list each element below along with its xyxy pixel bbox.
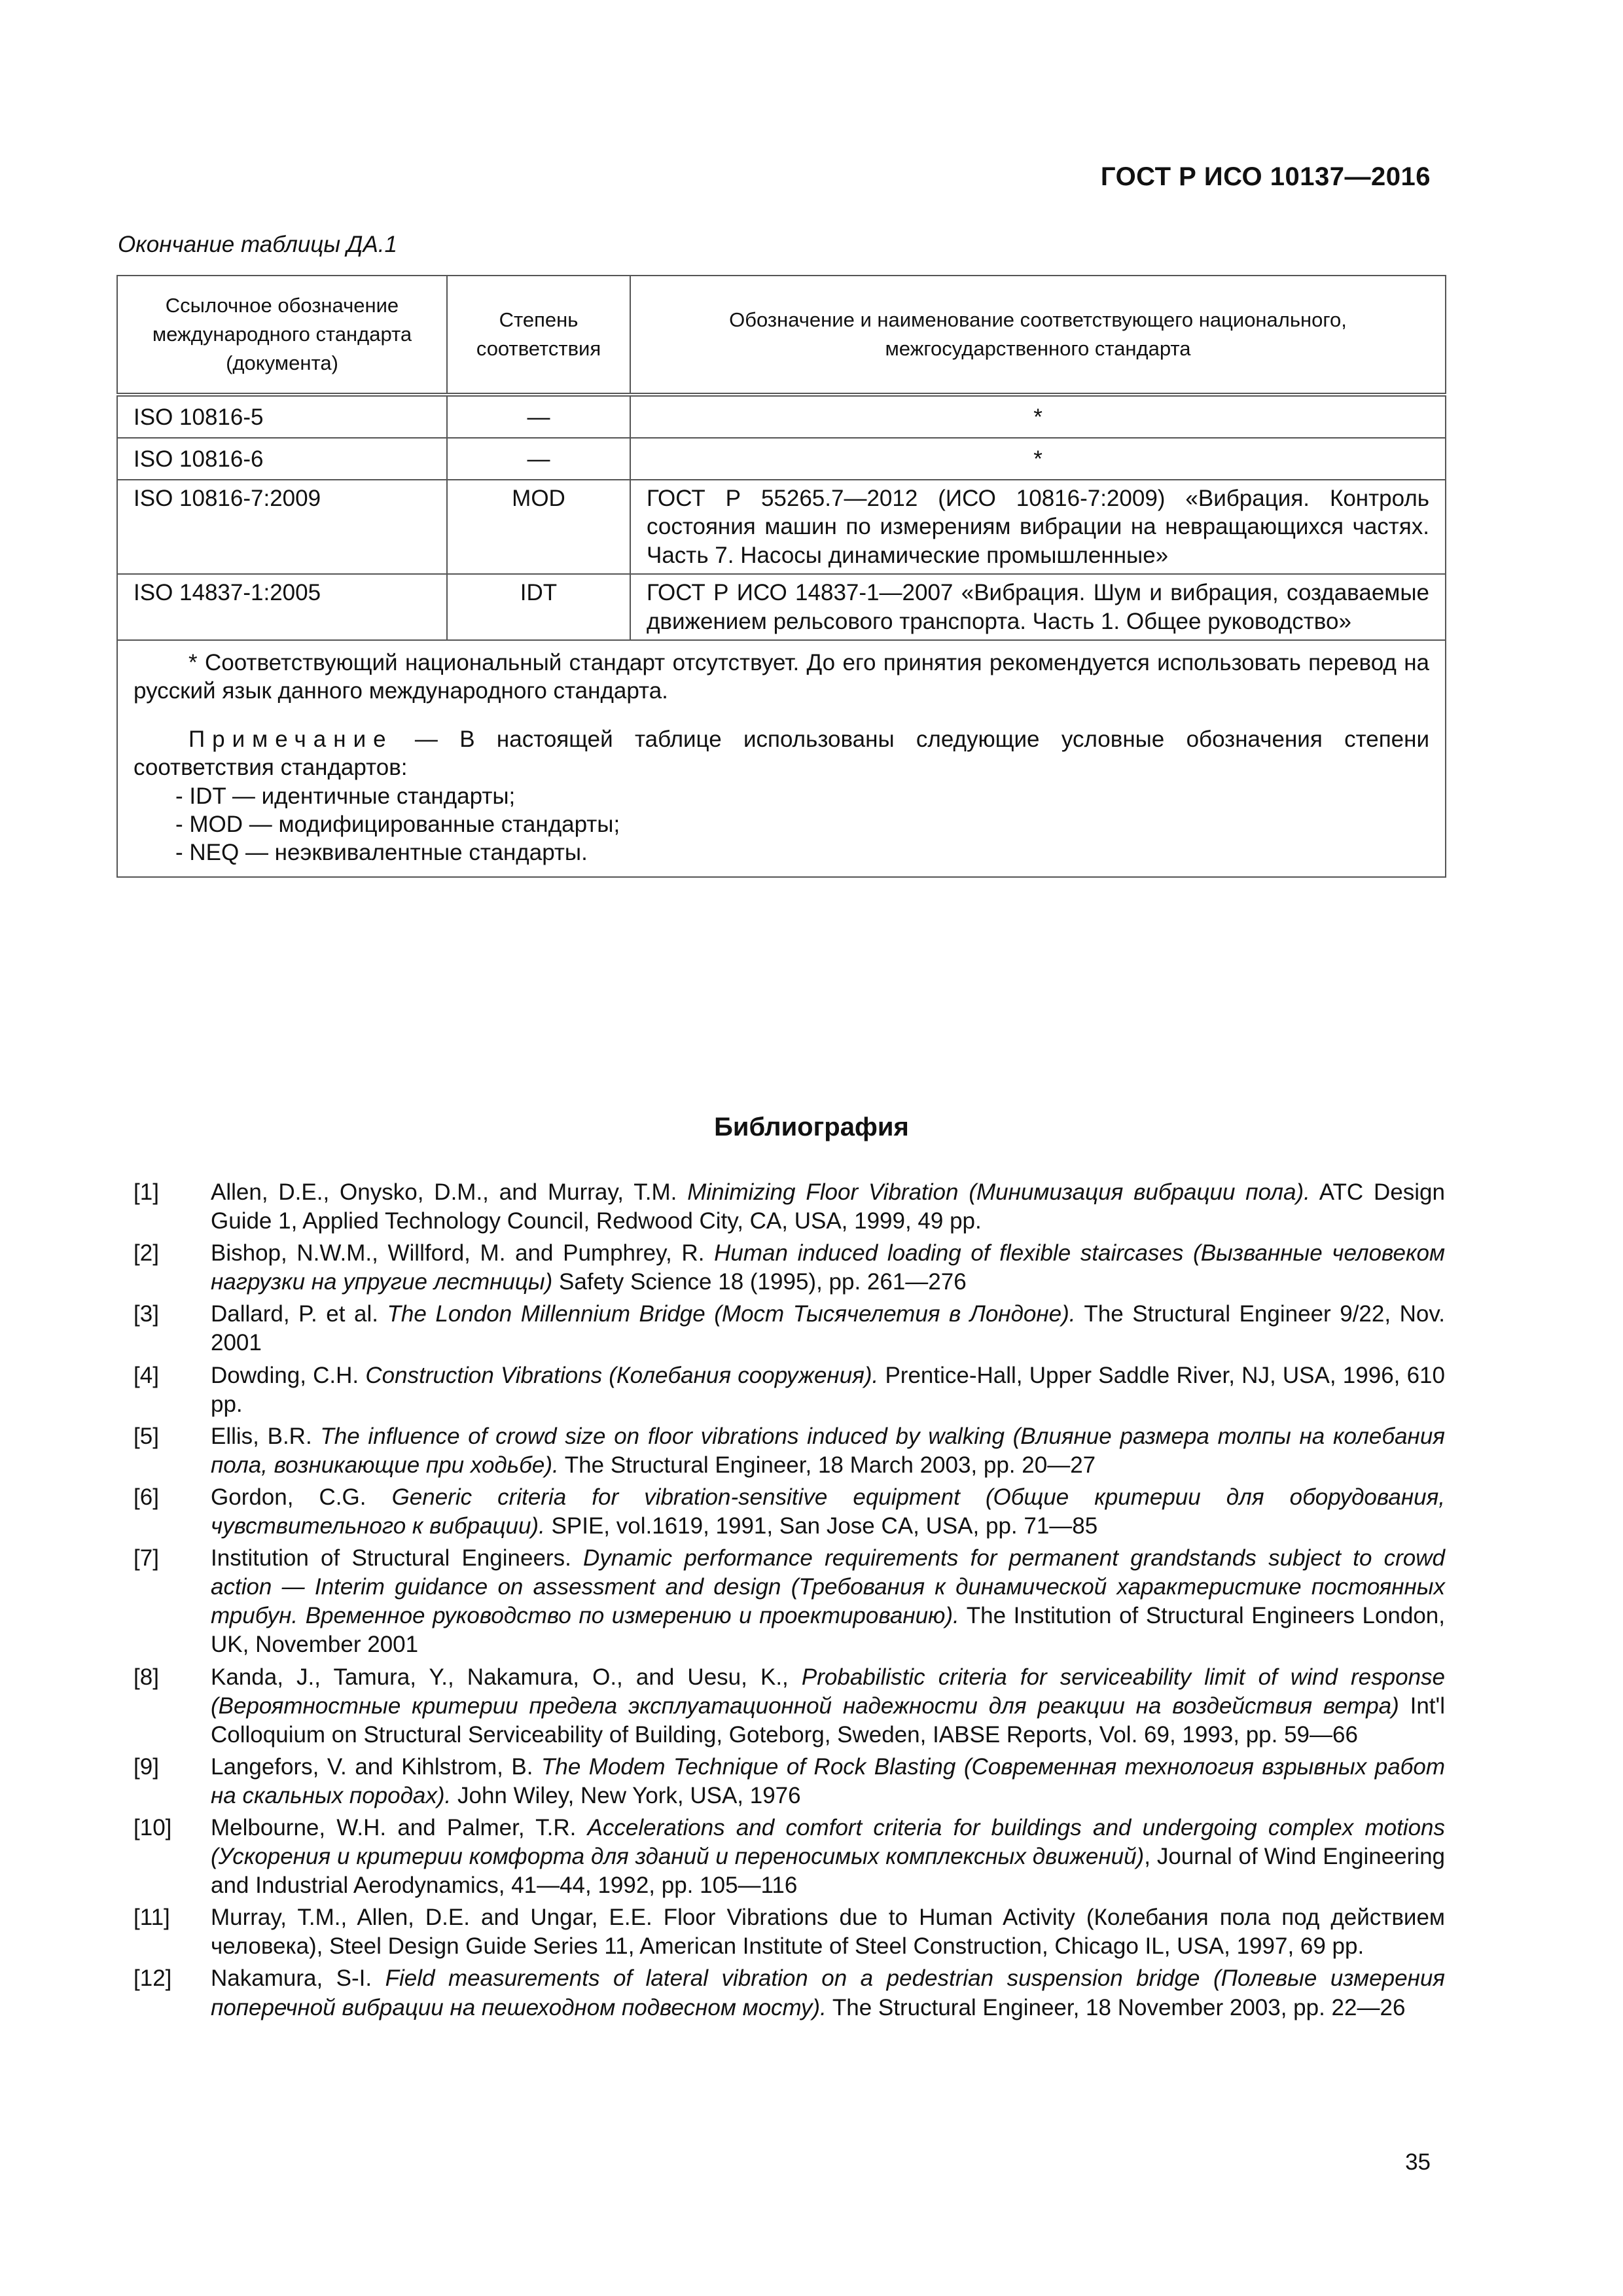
bib-authors: Nakamura, S-I. [211, 1965, 385, 1992]
row-national: * [630, 438, 1446, 480]
bib-title: Probabilistic criteria for serviceability limit of wind response (Вероятностные критерии предела эксплуатационной надежности для реакции на воздействия ветра) [211, 1664, 1445, 1719]
bibliography-item [116, 1422, 1445, 1480]
bib-source: Int'l Colloquium on Structural Serviceability of Building, Goteborg, Sweden, IABSE Reports, Vol. 69, 1993, pp. 59—66 [211, 1693, 1445, 1748]
bibliography-text [211, 1422, 1445, 1480]
bib-source: The Structural Engineer, 18 March 2003, pp. 20—27 [558, 1452, 1096, 1478]
bibliography-number: [11] [134, 1905, 170, 1931]
note-text: — В настоящей таблице использованы следующие условные обозначения степени соответствия стандартов: [134, 726, 1429, 781]
bibliography-number: [7] [134, 1545, 159, 1571]
row-reference: ISO 14837-1:2005 [117, 574, 447, 640]
bibliography-number: [1] [134, 1179, 159, 1205]
table-row [117, 438, 1446, 480]
table-row [117, 574, 1446, 640]
bib-authors: Dallard, P. et al. [211, 1301, 387, 1327]
bibliography-item [116, 1903, 1445, 1961]
table-notes [117, 640, 1446, 877]
row-national: * [630, 395, 1446, 438]
bibliography-text [211, 1483, 1445, 1541]
bib-title: Dynamic performance requirements for permanent grandstands subject to crowd action — Interim guidance on assessment and design (Требования к динамической характеристике постоянных трибун. Временное руководство по измерению и проектированию). [211, 1545, 1445, 1629]
bib-authors: Melbourne, W.H. and Palmer, T.R. [211, 1814, 588, 1840]
note-item: - IDT — идентичные стандарты; [175, 783, 516, 809]
bib-source: ATC Design Guide 1, Applied Technology Council, Redwood City, CA, USA, 1999, 49 pp. [211, 1179, 1445, 1234]
bibliography-text [211, 1544, 1445, 1659]
bibliography-item [116, 1544, 1445, 1659]
bibliography-item [116, 1361, 1445, 1419]
bib-authors: Allen, D.E., Onysko, D.M., and Murray, T.M. [211, 1179, 688, 1205]
row-degree: — [447, 395, 630, 438]
bib-title: Human induced loading of flexible staircases (Вызванные человеком нагрузки на упругие лестницы) [211, 1240, 1445, 1295]
note-label: Примечание [188, 726, 393, 752]
bib-source: Prentice-Hall, Upper Saddle River, NJ, USA, 1996, 610 pp. [211, 1362, 1445, 1417]
bib-authors: Gordon, C.G. [211, 1484, 392, 1510]
bibliography-item [116, 1483, 1445, 1541]
table-footnote: * Соответствующий национальный стандарт отсутствует. До его принятия рекомендуется использовать перевод на русский язык данного международного стандарта. [134, 649, 1429, 704]
bib-title: The Modem Technique of Rock Blasting (Современная технология взрывных работ на скальных породах). [211, 1753, 1445, 1808]
bibliography-title: Библиография [714, 1113, 909, 1141]
note-item: - MOD — модифицированные стандарты; [175, 811, 620, 837]
bibliography-number: [3] [134, 1301, 159, 1327]
bibliography-text [211, 1903, 1445, 1961]
row-reference: ISO 10816-5 [117, 395, 447, 438]
bib-authors: Ellis, B.R. [211, 1423, 321, 1449]
page-number: 35 [1405, 2149, 1431, 2175]
table-row [117, 480, 1446, 574]
table-note [134, 725, 1429, 782]
bibliography-text [211, 1814, 1445, 1900]
bibliography-item [116, 1300, 1445, 1357]
bibliography-item [116, 1178, 1445, 1236]
bibliography-text [211, 1753, 1445, 1810]
row-degree: — [447, 438, 630, 480]
bibliography-item [116, 1753, 1445, 1810]
bibliography-list [116, 1178, 1445, 2026]
bib-source: SPIE, vol.1619, 1991, San Jose CA, USA, pp. 71—85 [544, 1513, 1098, 1539]
bib-source: The Structural Engineer 9/22, Nov. 2001 [211, 1301, 1446, 1356]
header-national: Обозначение и наименование соответствующего национального, межгосударственного стандарта [630, 276, 1446, 395]
row-degree: IDT [447, 574, 630, 640]
bib-source: , Journal of Wind Engineering and Industrial Aerodynamics, 41—44, 1992, pp. 105—116 [211, 1844, 1446, 1899]
bib-title: Minimizing Floor Vibration (Минимизация вибрации пола). [687, 1179, 1310, 1205]
bibliography-text [211, 1663, 1445, 1749]
bib-authors: Langefors, V. and Kihlstrom, B. [211, 1753, 541, 1780]
bibliography-text [211, 1178, 1445, 1236]
row-national: ГОСТ Р ИСО 14837-1—2007 «Вибрация. Шум и вибрация, создаваемые движением рельсового транспорта. Часть 1. Общее руководство» [630, 574, 1446, 640]
bibliography-item [116, 1814, 1445, 1900]
bib-title: The influence of crowd size on floor vibrations induced by walking (Влияние размера толпы на колебания пола, возникающие при ходьбе). [211, 1423, 1445, 1478]
bibliography-number: [5] [134, 1423, 159, 1449]
reference-table [116, 275, 1446, 878]
bib-title: Field measurements of lateral vibration on a pedestrian suspension bridge (Полевые измерения поперечной вибрации на пешеходном подвесном мосту). [211, 1965, 1445, 2020]
row-reference: ISO 10816-7:2009 [117, 480, 447, 574]
bib-authors: Bishop, N.W.M., Willford, M. and Pumphrey, R. [211, 1240, 715, 1266]
table-notes-row [117, 640, 1446, 877]
bibliography-number: [2] [134, 1240, 159, 1266]
note-item: - NEQ — неэквивалентные стандарты. [175, 840, 588, 866]
row-national: ГОСТ Р 55265.7—2012 (ИСО 10816-7:2009) «Вибрация. Контроль состояния машин по измерениям вибрации на невращающихся частях. Часть 7. Насосы динамические промышленные» [630, 480, 1446, 574]
table-row [117, 395, 1446, 438]
standard-header: ГОСТ Р ИСО 10137—2016 [1100, 162, 1431, 191]
bibliography-text [211, 1964, 1445, 2022]
bibliography-number: [12] [134, 1965, 172, 1992]
bib-authors: Kanda, J., Tamura, Y., Nakamura, O., and Uesu, K., [211, 1664, 802, 1690]
bibliography-number: [6] [134, 1484, 159, 1510]
bibliography-text [211, 1239, 1445, 1297]
row-degree: MOD [447, 480, 630, 574]
bibliography-text [211, 1300, 1445, 1357]
bib-source: Safety Science 18 (1995), pp. 261—276 [552, 1269, 967, 1295]
bib-title: Generic criteria for vibration-sensitive equipment (Общие критерии для оборудования, чувствительного к вибрации). [211, 1484, 1445, 1539]
bib-authors: Institution of Structural Engineers. [211, 1545, 584, 1571]
bib-source: The Institution of Structural Engineers London, UK, November 2001 [211, 1603, 1445, 1658]
bibliography-number: [9] [134, 1753, 159, 1780]
bib-authors: Dowding, C.H. [211, 1362, 366, 1388]
bibliography-item [116, 1964, 1445, 2022]
bibliography-text [211, 1361, 1445, 1419]
bibliography-number: [10] [134, 1814, 172, 1840]
bib-title: The London Millennium Bridge (Мост Тысячелетия в Лондоне). [387, 1301, 1076, 1327]
bib-title: Construction Vibrations (Колебания сооружения). [365, 1362, 879, 1388]
header-degree: Степень соответствия [447, 276, 630, 395]
bib-source: The Structural Engineer, 18 November 2003, pp. 22—26 [826, 1994, 1406, 2020]
bib-authors: Murray, T.M., Allen, D.E. and Ungar, E.E. Floor Vibrations due to Human Activity (Колебания пола под действием человека), Steel Design Guide Series 11, American Institute of Steel Construction, Chicago IL, USA, 1997, 69 pp. [211, 1905, 1445, 1960]
bibliography-item [116, 1663, 1445, 1749]
table-caption: Окончание таблицы ДА.1 [118, 232, 397, 257]
table-header-row [117, 276, 1446, 395]
bibliography-item [116, 1239, 1445, 1297]
bibliography-number: [4] [134, 1362, 159, 1388]
bibliography-number: [8] [134, 1664, 159, 1690]
row-reference: ISO 10816-6 [117, 438, 447, 480]
bib-title: Accelerations and comfort criteria for buildings and undergoing complex motions (Ускорения и критерии комфорта для зданий и переносимых комплексных движений) [211, 1814, 1445, 1870]
header-reference: Ссылочное обозначение международного стандарта (документа) [117, 276, 447, 395]
bib-source: John Wiley, New York, USA, 1976 [451, 1782, 801, 1808]
